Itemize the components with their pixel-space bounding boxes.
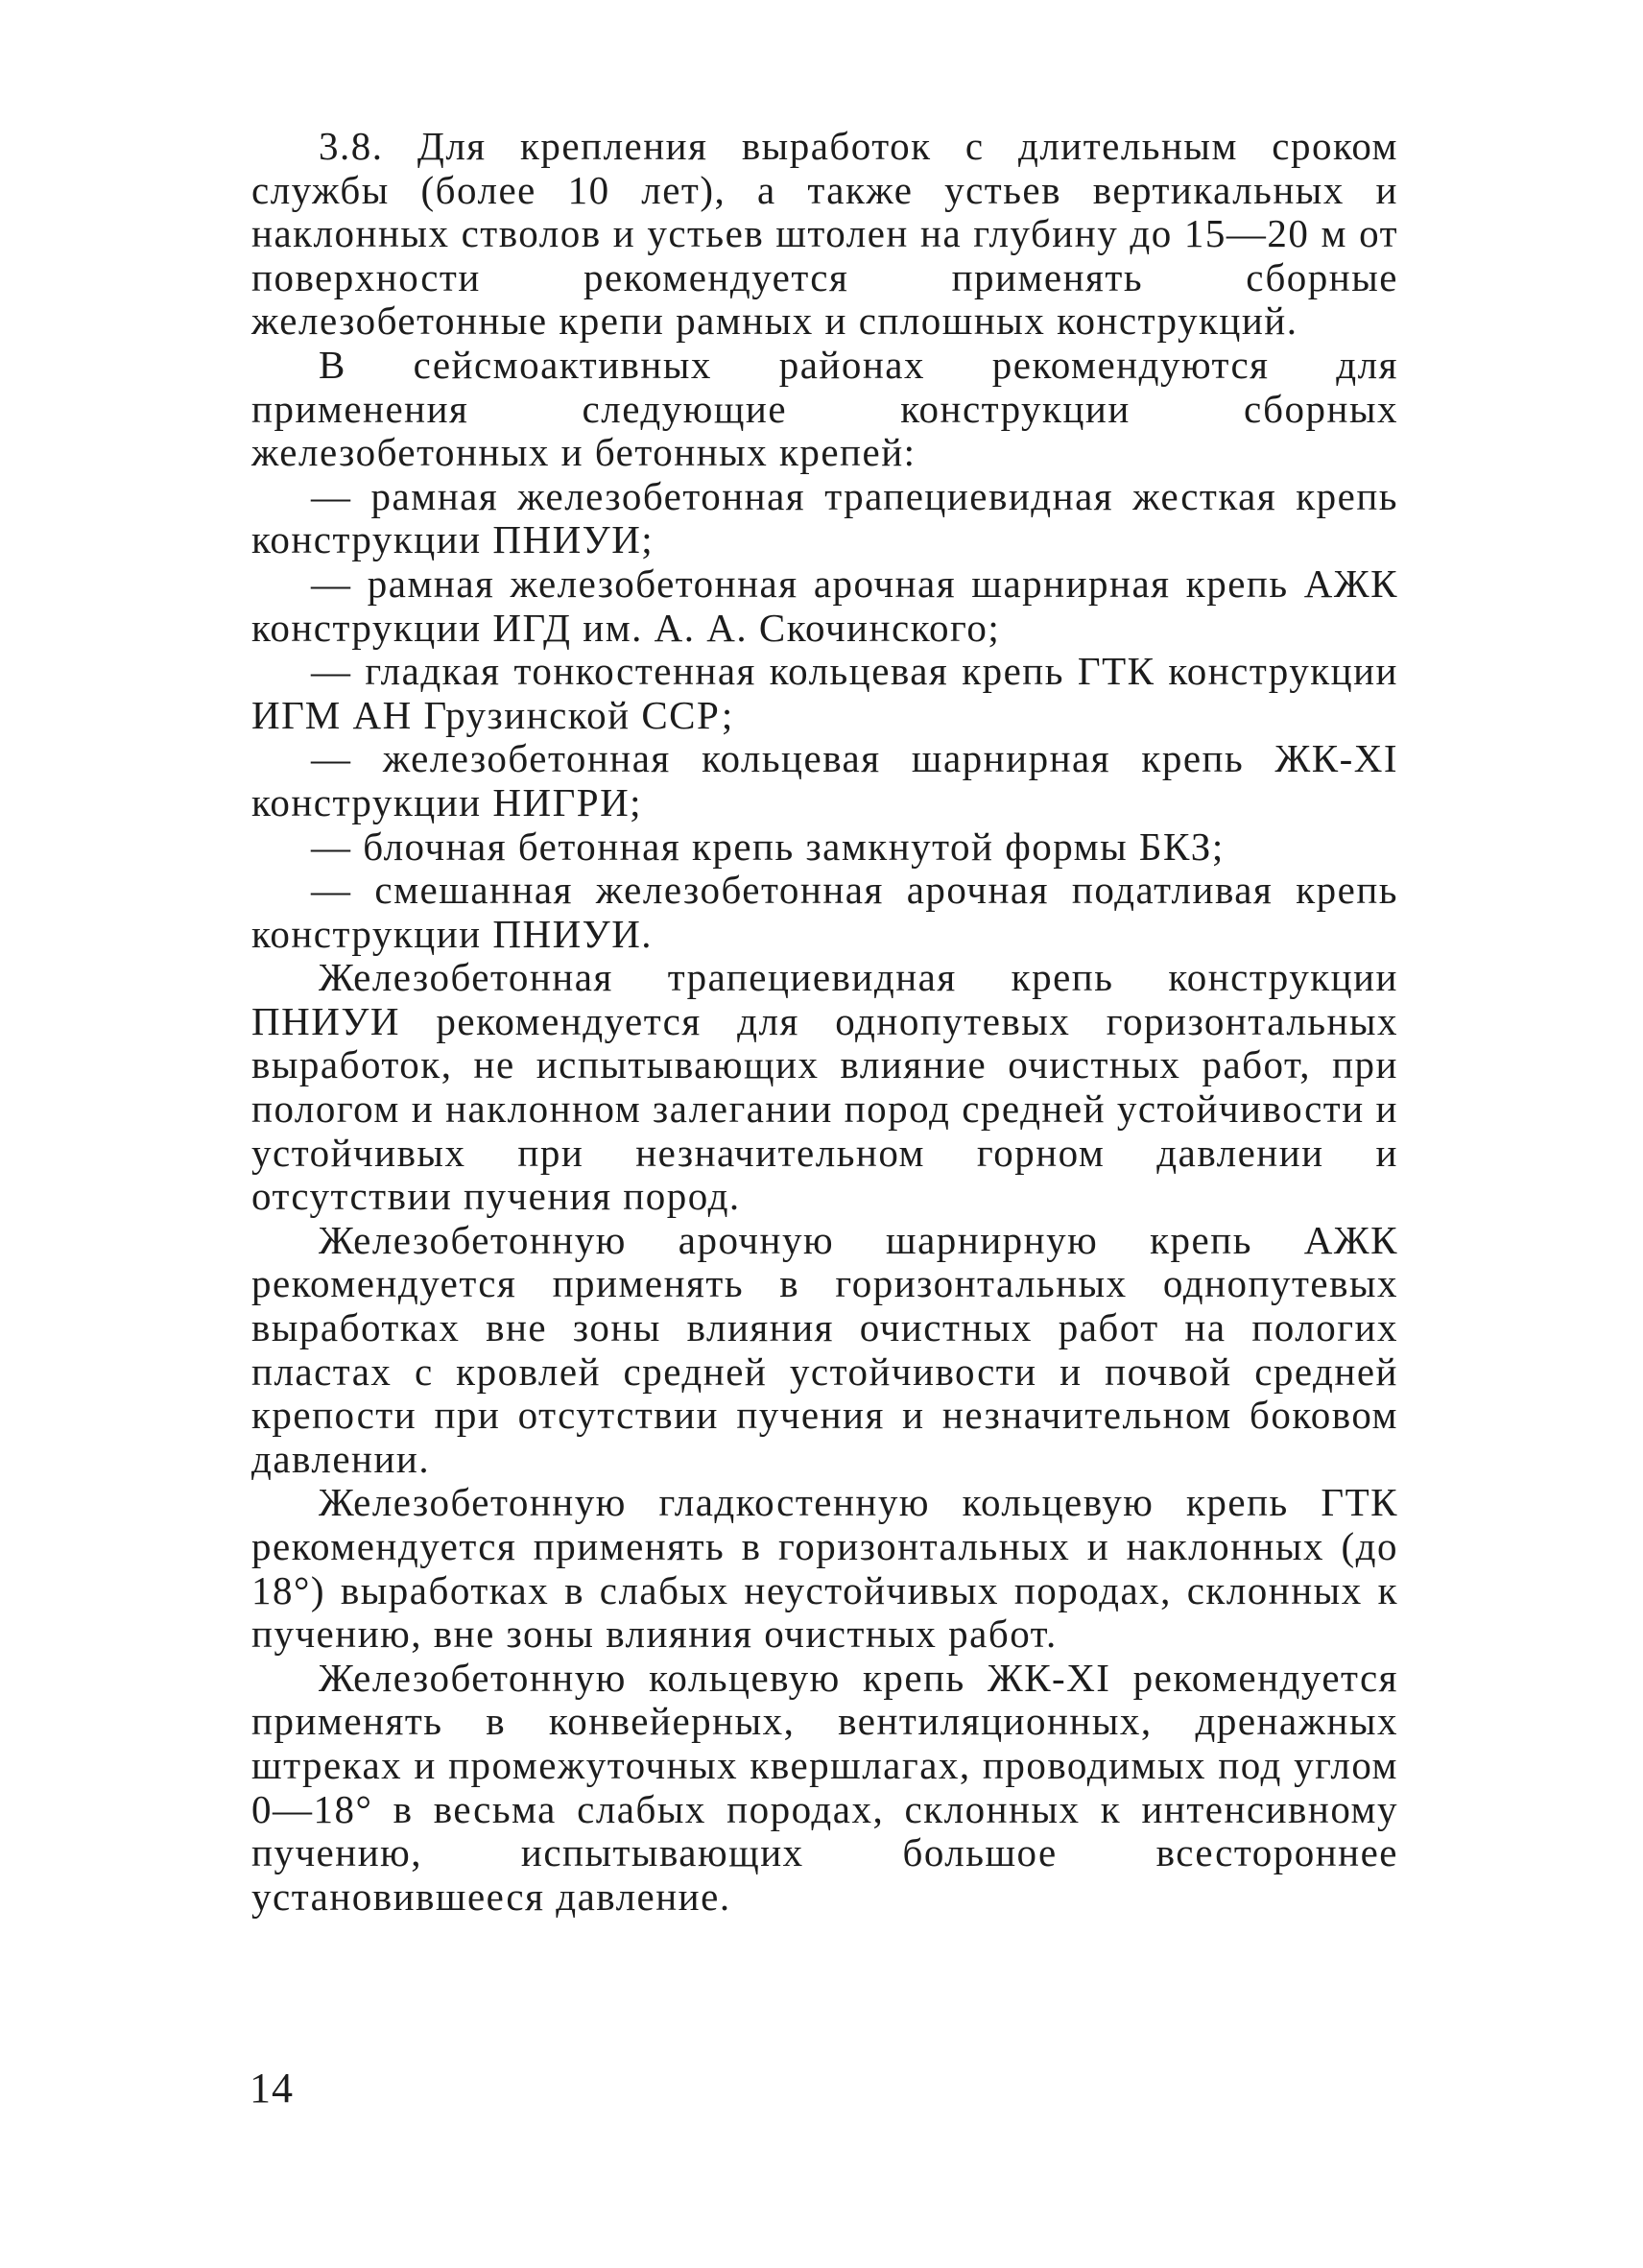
paragraph-zhk-xi-use: Железобетонную кольцевую крепь ЖК-XI рекомендуется применять в конвейерных, вентиляционных, дренажных штреках и промежуточных квершлагах, проводимых под углом 0—18° в весьма слабых породах, склонных к интенсивному пучению, испытывающих большое всестороннее установившееся давление. [251, 1655, 1398, 1919]
paragraph-seismic-intro: В сейсмоактивных районах рекомендуются для применения следующие конструкции сборных железобетонных и бетонных крепей: [251, 342, 1398, 475]
list-item-bkz: — блочная бетонная крепь замкнутой формы БКЗ; [311, 824, 1225, 869]
list-item-pniui-trapezoid: — рамная железобетонная трапециевидная жесткая крепь конструкции ПНИУИ; [251, 473, 1398, 562]
paragraph-gtk-use: Железобетонную гладкостенную кольцевую крепь ГТК рекомендуется применять в горизонтальных и наклонных (до 18°) выработках в слабых неустойчивых породах, склонных к пучению, вне зоны влияния очистных работ. [251, 1480, 1398, 1657]
list-item-zhk-xi: — железобетонная кольцевая шарнирная крепь ЖК-XI конструкции НИГРИ; [251, 736, 1398, 824]
list-item-mixed-arch: — смешанная железобетонная арочная податливая крепь конструкции ПНИУИ. [251, 868, 1398, 956]
page-number: 14 [250, 2065, 294, 2112]
paragraph-3-8: 3.8. Для крепления выработок с длительным сроком службы (более 10 лет), а также устьев вертикальных и наклонных стволов и устьев штолен на глубину до 15—20 м от поверхности рекомендуется применять сборные железобетонные крепи рамных и сплошных конструкций. [251, 124, 1398, 344]
list-item-gtk: — гладкая тонкостенная кольцевая крепь ГТК конструкции ИГМ АН Грузинской ССР; [251, 649, 1398, 737]
body-text [251, 125, 1398, 1919]
list-item-azhk: — рамная железобетонная арочная шарнирная крепь АЖК конструкции ИГД им. А. А. Скочинского; [251, 561, 1398, 650]
paragraph-azhk-use: Железобетонную арочную шарнирную крепь АЖК рекомендуется применять в горизонтальных однопутевых выработках вне зоны влияния очистных работ на пологих пластах с кровлей средней устойчивости и почвой средней крепости при отсутствии пучения и незначительном боковом давлении. [251, 1217, 1398, 1481]
paragraph-trapezoid-use: Железобетонная трапециевидная крепь конструкции ПНИУИ рекомендуется для однопутевых горизонтальных выработок, не испытывающих влияние очистных работ, при пологом и наклонном залегании пород средней устойчивости и устойчивых при незначительном горном давлении и отсутствии пучения пород. [251, 955, 1398, 1219]
